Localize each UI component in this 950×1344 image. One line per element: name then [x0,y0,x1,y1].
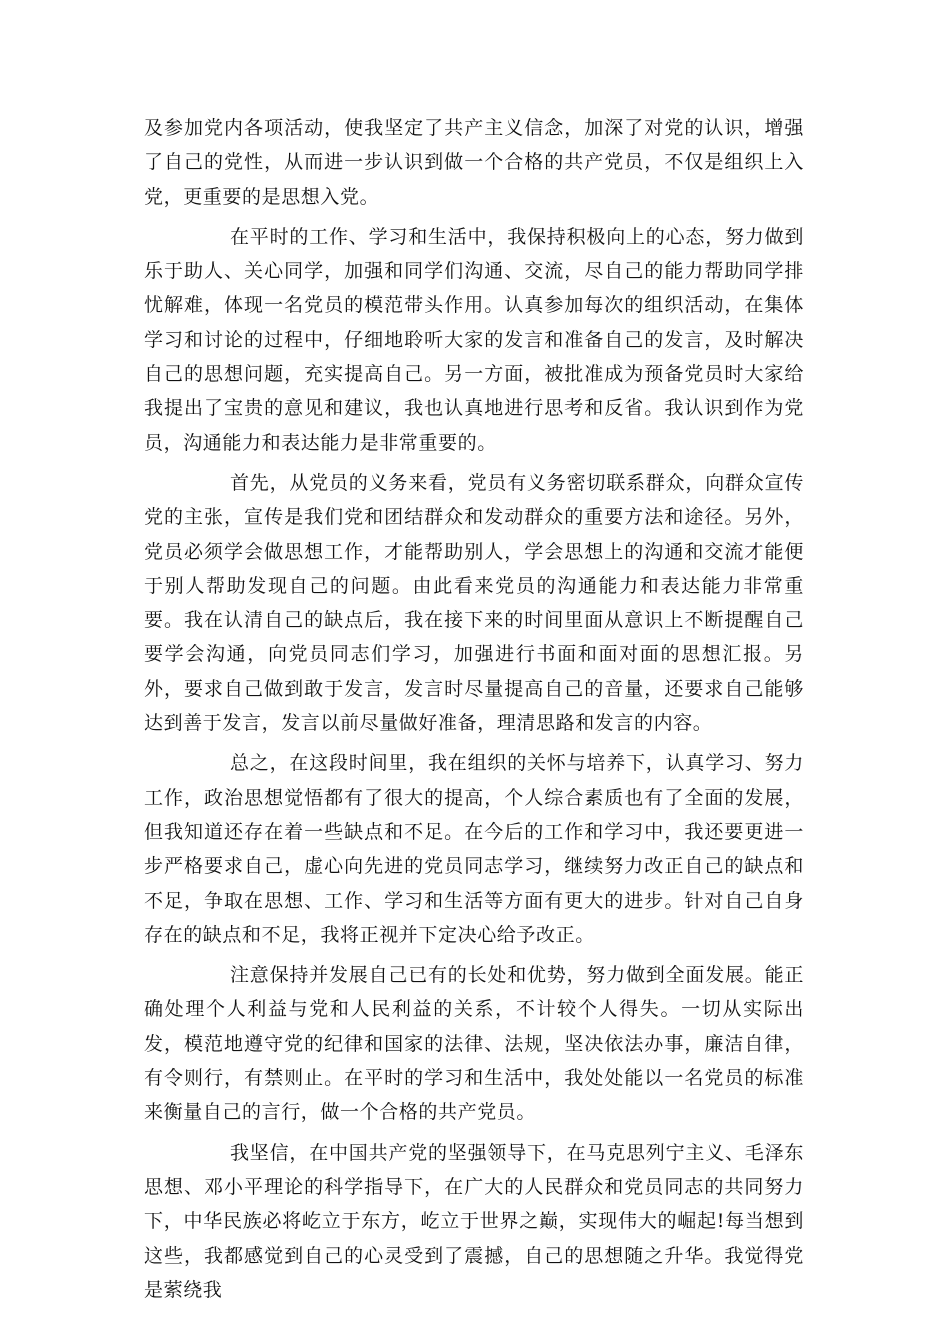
paragraph-summary: 总之，在这段时间里，我在组织的关怀与培养下，认真学习、努力工作，政治思想觉悟都有了很大的提高，个人综合素质也有了全面的发展，但我知道还存在着一些缺点和不足。在今后的工作和学习中，我还要更进一步严格要求自己，虚心向先进的党员同志学习，继续努力改正自己的缺点和不足，争取在思想、工作、学习和生活等方面有更大的进步。针对自己自身存在的缺点和不足，我将正视并下定决心给予改正。 [144,752,804,946]
paragraph-daily-conduct: 在平时的工作、学习和生活中，我保持积极向上的心态，努力做到乐于助人、关心同学，加强和同学们沟通、交流，尽自己的能力帮助同学排忧解难，体现一名党员的模范带头作用。认真参加每次的组织活动，在集体学习和讨论的过程中，仔细地聆听大家的发言和准备自己的发言，及时解决自己的思想问题，充实提高自己。另一方面，被批准成为预备党员时大家给我提出了宝贵的意见和建议，我也认真地进行思考和反省。我认识到作为党员，沟通能力和表达能力是非常重要的。 [144,225,804,454]
paragraph-strengths: 注意保持并发展自己已有的长处和优势，努力做到全面发展。能正确处理个人利益与党和人民利益的关系，不计较个人得失。一切从实际出发，模范地遵守党的纪律和国家的法律、法规，坚决依法办事，廉洁自律，有令则行，有禁则止。在平时的学习和生活中，我处处能以一名党员的标准来衡量自己的言行，做一个合格的共产党员。 [144,964,804,1124]
paragraph-continued: 及参加党内各项活动，使我坚定了共产主义信念，加深了对党的认识，增强了自己的党性，从而进一步认识到做一个合格的共产党员，不仅是组织上入党，更重要的是思想入党。 [144,117,804,208]
paragraph-belief: 我坚信，在中国共产党的坚强领导下，在马克思列宁主义、毛泽东思想、邓小平理论的科学指导下，在广大的人民群众和党员同志的共同努力下，中华民族必将屹立于东方，屹立于世界之巅，实现伟大的崛起!每当想到这些，我都感觉到自己的心灵受到了震撼，自己的思想随之升华。我觉得党是萦绕我 [144,1141,804,1301]
document-body [144,111,804,1313]
paragraph-communication: 首先，从党员的义务来看，党员有义务密切联系群众，向群众宣传党的主张，宣传是我们党和团结群众和发动群众的重要方法和途径。另外，党员必须学会做思想工作，才能帮助别人，学会思想上的沟通和交流才能便于别人帮助发现自己的问题。由此看来党员的沟通能力和表达能力非常重要。我在认清自己的缺点后，我在接下来的时间里面从意识上不断提醒自己要学会沟通，向党员同志们学习，加强进行书面和面对面的思想汇报。另外，要求自己做到敢于发言，发言时尽量提高自己的音量，还要求自己能够达到善于发言，发言以前尽量做好准备，理清思路和发言的内容。 [144,471,804,735]
